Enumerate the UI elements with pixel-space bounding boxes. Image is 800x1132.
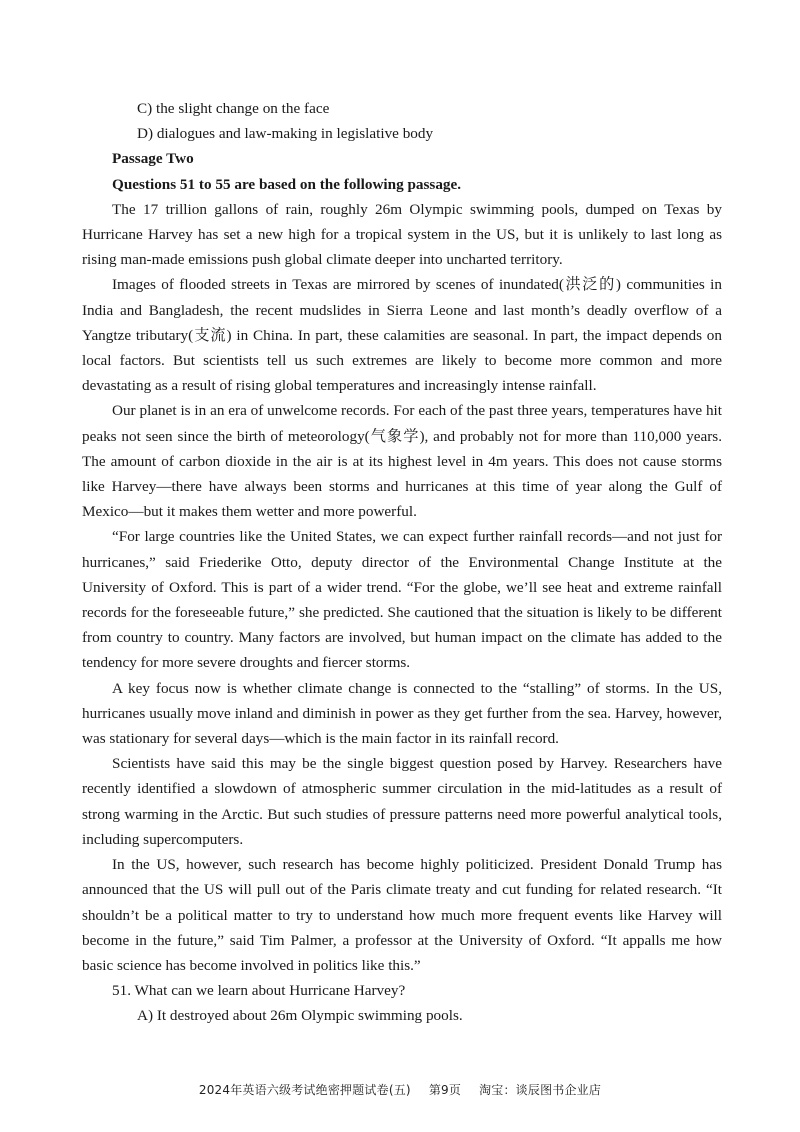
paragraph-1: The 17 trillion gallons of rain, roughly 26m Olympic swimming pools, dumped on Texas by Hurricane Harvey has set a new high for a tropical system in the US, but it is unlikely to last long as rising man-made emissions push global climate deeper into uncharted territory. <box>82 200 722 269</box>
paragraph-3: Our planet is in an era of unwelcome records. For each of the past three years, temperatures have hit peaks not seen since the birth of meteorology(气象学), and probably not for more than 110,000 years. The amount of carbon dioxide in the air is at its highest level in 4m years. This does not cause storms like Harvey—there have always been storms and hurricanes at this time of year along the Gulf of Mexico—but it makes them wetter and more powerful. <box>82 402 722 521</box>
page-content <box>82 96 722 1029</box>
question-51: 51. What can we learn about Hurricane Harvey? <box>112 982 406 1000</box>
paragraph-5: A key focus now is whether climate change is connected to the “stalling” of storms. In the US, hurricanes usually move inland and diminish in power as they get further from the sea. Harvey, however, was stationary for several days—which is the main factor in its rainfall record. <box>82 679 722 748</box>
paragraph-7: In the US, however, such research has become highly politicized. President Donald Trump has announced that the US will pull out of the Paris climate treaty and cut funding for related research. “It shouldn’t be a political matter to try to understand how much more frequent events like Harvey will become in the future,” said Tim Palmer, a professor at the University of Oxford. “It appalls me how basic science has become involved in politics like this.” <box>82 856 722 974</box>
option-c-previous: C) the slight change on the face <box>137 100 330 117</box>
option-d-previous: D) dialogues and law-making in legislative body <box>137 125 434 143</box>
footer-shop: 淘宝：谈辰图书企业店 <box>479 1083 602 1097</box>
paragraph-4: “For large countries like the United States, we can expect further rainfall records—and not just for hurricanes,” said Friederike Otto, deputy director of the Environmental Change Institute at the University of Oxford. This is part of a wider trend. “For the globe, we’ll see heat and extreme rainfall records for the foreseeable future,” she predicted. She cautioned that the situation is likely to be different from country to country. Many factors are involved, but human impact on the climate has added to the tendency for more severe droughts and fiercer storms. <box>82 528 722 672</box>
footer-page-number: 第9页 <box>428 1083 462 1097</box>
footer-exam-title: 2024年英语六级考试绝密押题试卷(五) <box>198 1083 411 1097</box>
passage-instruction: Questions 51 to 55 are based on the following passage. <box>112 175 462 193</box>
question-51-option-a: A) It destroyed about 26m Olympic swimming pools. <box>137 1007 463 1025</box>
page-footer <box>0 1081 800 1098</box>
passage-title: Passage Two <box>112 150 194 168</box>
paragraph-6: Scientists have said this may be the single biggest question posed by Harvey. Researchers have recently identified a slowdown of atmospheric summer circulation in the mid-latitudes as a result of strong warming in the Arctic. But such studies of pressure patterns need more powerful analytical tools, including supercomputers. <box>82 755 722 848</box>
paragraph-2: Images of flooded streets in Texas are mirrored by scenes of inundated(洪泛的) communities in India and Bangladesh, the recent mudslides in Sierra Leone and last month’s deadly overflow of a Yangtze tributary(支流) in China. In part, these calamities are seasonal. In part, the impact depends on local factors. But scientists tell us such extremes are likely to become more common and more devastating as a result of rising global temperatures and increasingly intense rainfall. <box>82 276 722 395</box>
